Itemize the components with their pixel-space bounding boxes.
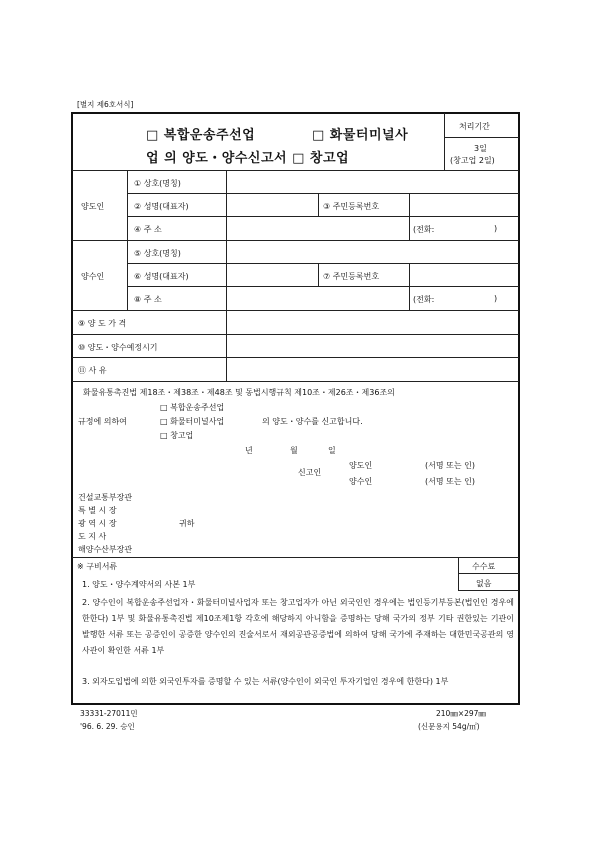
declaration-rule-prefix: 규정에 의하여	[78, 417, 127, 426]
transferor-value-divider	[226, 170, 227, 240]
transferee-group-label: 양수인	[81, 272, 105, 281]
document-item-2: 2. 양수인이 복합운송주선업자・화물터미널사업자 또는 창고업자가 아닌 외국인인 경우에는 법인등기부등본(법인인 경우에 한한다) 1부 및 화물유통촉진법 제10조제1항 각호에 해당하지 아니함을 증명하는 당해 국가의 정부 기타 권한있는 기관이 발행한 서류 또는 공증인이 공증한 양수인의 진술서로서 재외공관공증법에 의하여 당해 국가에 주재하는 대한민국공관의 영사관이 확인한 서류 1부	[82, 598, 514, 655]
declaration-law-text: 화물유통촉진법 제18조・제38조・제48조 및 동법시행규칙 제10조・제26조・제36조의	[83, 388, 395, 397]
reason-label: ⑪ 사 유	[78, 366, 107, 375]
transferee-row-line-1	[127, 263, 519, 264]
addressee-line2: 특 별 시 장	[78, 506, 117, 515]
transferee-phone-close: )	[494, 294, 498, 303]
declaration-rule-suffix: 의 양도・양수를 신고합니다.	[262, 417, 363, 426]
processing-box-left	[444, 113, 445, 170]
transferee-value-divider	[226, 240, 227, 310]
transferor-bottom-line	[72, 240, 519, 241]
transferor-row-line-2	[127, 216, 519, 217]
transferee-sign-label: (서명 또는 인)	[425, 477, 475, 486]
transferee-id-divider-1	[318, 263, 319, 286]
processing-value-1: 3일	[474, 144, 487, 153]
transferee-phone-label: (전화:	[413, 295, 435, 304]
transferor-id-divider-1	[318, 193, 319, 216]
title-bottom-line	[72, 170, 519, 171]
frame-left	[71, 112, 73, 704]
transferor-id-label: ③ 주민등록번호	[323, 202, 380, 211]
transferee-id-divider-2	[409, 263, 410, 286]
transferor-row-line-1	[127, 193, 519, 194]
rows-value-divider	[226, 310, 227, 381]
option-warehouse: □ 창고업	[160, 431, 194, 440]
option-freight-forwarding: □ 복합운송주선업	[160, 403, 225, 412]
fee-label: 수수료	[472, 562, 496, 571]
processing-value-2: (창고업 2일)	[450, 156, 495, 165]
transferee-row-line-2	[127, 286, 519, 287]
transferor-phone-close: )	[494, 224, 498, 233]
footer-paper-size: 210㎜×297㎜	[436, 709, 486, 718]
fee-box-divider	[458, 573, 519, 574]
document-item-1: 1. 양도・양수계약서의 사본 1부	[82, 580, 196, 589]
frame-top	[71, 112, 520, 114]
schedule-bottom-line	[72, 357, 519, 358]
transferor-name-label: ① 상호(명칭)	[134, 179, 181, 188]
declaration-bottom-line	[72, 557, 519, 558]
transferee-addr-label: ⑧ 주 소	[134, 295, 162, 304]
footer-approval: '96. 6. 29. 승인	[80, 722, 135, 731]
title-line1-right: □ 화물터미널사	[312, 128, 409, 143]
footer-paper-type: (신문용지 54g/㎡)	[418, 722, 480, 731]
fee-box-bottom	[458, 590, 519, 591]
title-line1-left: □ 복합운송주선업	[146, 128, 256, 143]
document-item-3: 3. 외자도입법에 의한 외국인투자를 증명할 수 있는 서류(양수인이 외국인 투자기업인 경우에 한한다) 1부	[82, 677, 449, 686]
fee-value: 없음	[476, 579, 492, 588]
addressee-line4: 도 지 사	[78, 532, 107, 541]
addressee-suffix: 귀하	[179, 519, 195, 528]
reporter-transferee-label: 양수인	[349, 477, 373, 486]
transferor-sign-label: (서명 또는 인)	[425, 461, 475, 470]
title-line2: 업 의 양도・양수신고서 □ 창고업	[146, 151, 350, 166]
transferor-group-label: 양도인	[81, 202, 105, 211]
option-cargo-terminal: □ 화물터미널사업	[160, 417, 225, 426]
date-year-label: 년	[245, 446, 253, 455]
transferee-col-divider	[127, 240, 128, 310]
frame-bottom	[71, 703, 520, 705]
transferee-phone-divider	[409, 286, 410, 310]
documents-header: ※ 구비서류	[77, 562, 118, 571]
transferee-name-label: ⑤ 상호(명칭)	[134, 249, 181, 258]
addressee-line5: 해양수산부장관	[78, 545, 133, 554]
processing-box-divider	[444, 137, 519, 138]
transferee-rep-label: ⑥ 성명(대표자)	[134, 272, 189, 281]
reason-bottom-line	[72, 381, 519, 382]
transferor-phone-label: (전화:	[413, 225, 435, 234]
transferor-id-divider-2	[409, 193, 410, 216]
date-day-label: 일	[328, 446, 336, 455]
processing-label: 처리기간	[459, 122, 490, 131]
date-month-label: 월	[290, 446, 298, 455]
form-number: [별지 제6호서식]	[77, 100, 134, 109]
transferor-addr-label: ④ 주 소	[134, 225, 162, 234]
footer-code: 33331-27011민	[80, 709, 138, 718]
addressee-line3: 광 역 시 장	[78, 519, 117, 528]
reporter-transferor-label: 양도인	[349, 461, 373, 470]
addressee-line1: 건설교통부장관	[78, 493, 133, 502]
transferee-id-label: ⑦ 주민등록번호	[323, 272, 380, 281]
reporter-label: 신고인	[298, 468, 322, 477]
frame-right	[518, 112, 520, 704]
price-label: ⑨ 양 도 가 격	[78, 319, 127, 328]
transferor-phone-divider	[409, 216, 410, 240]
transferor-col-divider	[127, 170, 128, 240]
transferee-bottom-line	[72, 310, 519, 311]
price-bottom-line	[72, 334, 519, 335]
schedule-label: ⑩ 양도・양수예정시기	[78, 343, 158, 352]
transferor-rep-label: ② 성명(대표자)	[134, 202, 189, 211]
